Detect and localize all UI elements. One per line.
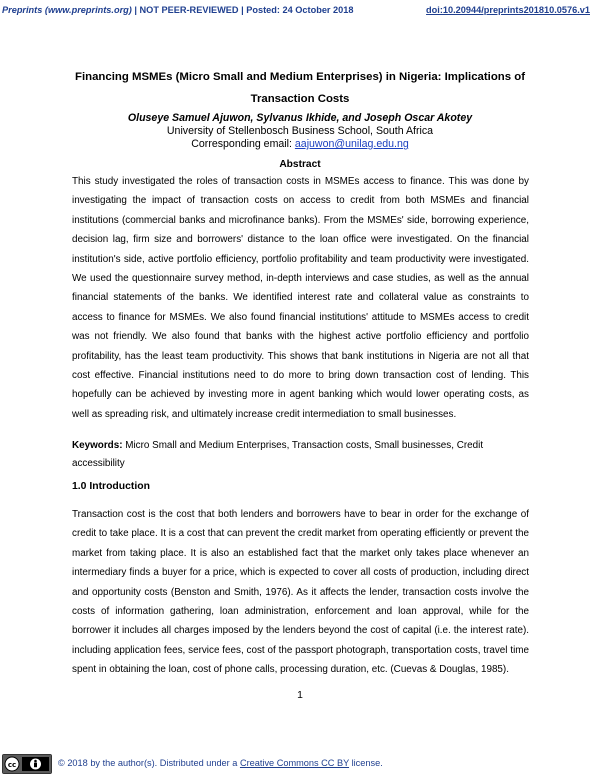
page-number: 1 bbox=[297, 690, 303, 701]
email-link[interactable]: aajuwon@unilag.edu.ng bbox=[294, 138, 409, 150]
abstract-heading: Abstract bbox=[279, 159, 321, 170]
keywords-list: Micro Small and Medium Enterprises, Transaction costs, Small businesses, Credit accessibility bbox=[72, 440, 484, 469]
doi-link[interactable]: doi:10.20944/preprints201810.0576.v1 bbox=[426, 5, 590, 15]
section-heading: 1.0 Introduction bbox=[72, 481, 150, 492]
introduction-text: Transaction cost is the cost that both lenders and borrowers have to bear in order for the exchange of credit to take place. It is a cost that can prevent the credit market from operating efficiently or prevent the market from taking place. It is also an established fact that the market only takes place whenever an intermediary finds a buyer for a price, which is expected to cover all costs of production, including direct and opportunity costs (Benston and Smith, 1976). As it affects the lender, transaction costs involve the costs of information gathering, loan administration, enforcement and loan approval, while for the borrower it includes all charges imposed by the lenders beyond the cost of capital (i.e. the interest rate). including application fees, service fees, cost of the passport photograph, transportation costs, travel time spent in obtaining the loan, cost of phone calls, processing duration, etc. (Cuevas & Douglas, 1985). bbox=[72, 509, 529, 676]
paper-title: Financing MSMEs (Micro Small and Medium Enterprises) in Nigeria: Implications of Transaction Costs bbox=[75, 71, 525, 105]
email-label: Corresponding email: bbox=[191, 138, 292, 150]
review-status: NOT PEER-REVIEWED bbox=[139, 5, 239, 15]
corresponding-email-line bbox=[0, 138, 600, 151]
header-separator: | bbox=[241, 5, 244, 15]
license-suffix: license. bbox=[349, 758, 383, 768]
preprints-link[interactable]: Preprints (www.preprints.org) bbox=[2, 5, 132, 15]
license-text bbox=[58, 758, 383, 768]
author-block bbox=[0, 112, 600, 151]
affiliation: University of Stellenbosch Business School, South Africa bbox=[166, 125, 434, 137]
author-names: Oluseye Samuel Ajuwon, Sylvanus Ikhide, and Joseph Oscar Akotey bbox=[127, 112, 473, 124]
creative-commons-by-icon[interactable] bbox=[2, 754, 52, 774]
abstract-text: This study investigated the roles of transaction costs in MSMEs access to finance. This was done by investigating the impact of transaction costs on access to credit from both MSMEs and financial institutions (commercial banks and microfinance banks). From the MSMEs' side, borrowing experience, decision lag, firm size and borrowers' distance to the loan office were investigated. On the financial institution's side, active portfolio efficiency, portfolio profitability and team productivity were investigated. We used the questionnaire survey method, in-depth interviews and case studies, as well as the annual financial statements of the banks. We identified interest rate and collateral value as constraints to access to finance for MSMEs. We also found financial institutions' attitude to MSMEs access to credit was not friendly. We also found that banks with the highest active portfolio efficiency and portfolio profitability, has the least team productivity. This shows that bank institutions in Nigeria are not all that cost effective. Financial institutions need to do more to bring down transaction cost of lending. This hopefully can be achieved by investing more in agent banking which would lower operating costs, as well as spreading risk, and ultimately increase credit intermediation to small businesses. bbox=[72, 176, 529, 420]
preprint-header-bar bbox=[0, 0, 600, 22]
license-footer bbox=[0, 752, 600, 776]
posted-date: Posted: 24 October 2018 bbox=[246, 5, 354, 15]
header-left bbox=[2, 5, 354, 15]
keywords-label: Keywords: bbox=[72, 440, 123, 451]
license-prefix: © 2018 by the author(s). Distributed under a bbox=[58, 758, 240, 768]
license-link[interactable]: Creative Commons CC BY bbox=[239, 758, 350, 768]
cc-badge-text: cc bbox=[7, 761, 17, 769]
keywords bbox=[72, 437, 529, 473]
header-separator: | bbox=[134, 5, 137, 15]
